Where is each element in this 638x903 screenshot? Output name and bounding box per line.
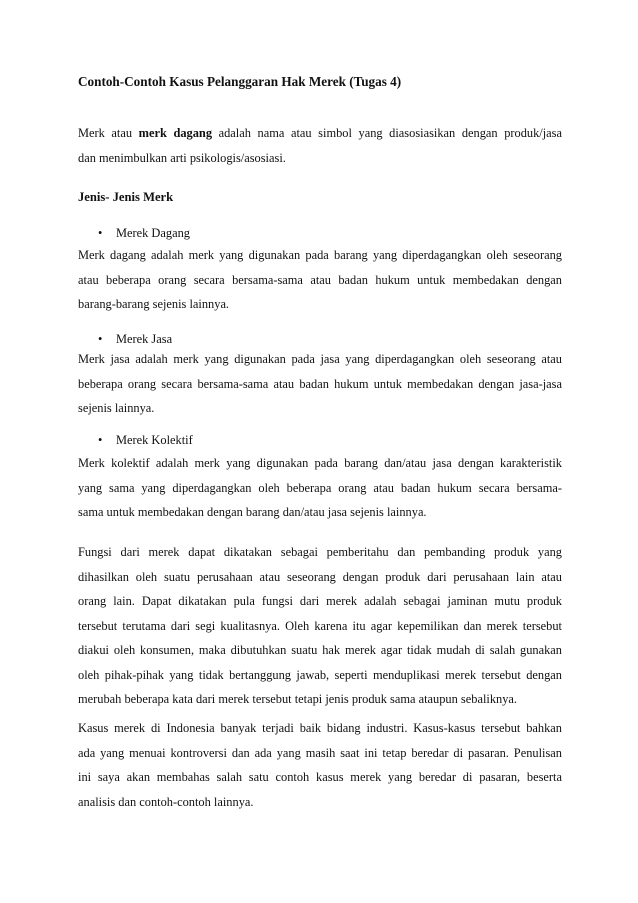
bullet-merek-dagang	[98, 226, 190, 241]
paragraph-line: diakui oleh konsumen, maka dibutuhkan suatu hak merek agar tidak mudah di salah gunakan	[78, 643, 562, 657]
jenis-heading: Jenis- Jenis Merk	[78, 190, 174, 204]
paragraph-line: tersebut terutama dari segi kualitasnya. Oleh karena itu agar kepemilikan dan merek tersebut	[78, 618, 562, 633]
bullet-label: Merek Dagang	[116, 226, 190, 240]
paragraph-line: oleh pihak-pihak yang tidak bertanggung jawab, seperti menduplikasi merek tersebut dengan	[78, 667, 562, 682]
document-title: Contoh-Contoh Kasus Pelanggaran Hak Merek (Tugas 4)	[78, 74, 402, 89]
merek-jasa-paragraph	[78, 347, 562, 421]
paragraph-line: Merk dagang adalah merk yang digunakan pada barang yang diperdagangkan oleh seseorang	[78, 248, 562, 262]
bullet-label: Merek Kolektif	[116, 433, 193, 447]
bullet-merek-kolektif	[98, 433, 193, 448]
paragraph-line: ada yang menuai kontroversi dan ada yang masih saat ini tetap beredar di pasaran. Penulisan	[78, 745, 562, 760]
paragraph-line: sejenis lainnya.	[78, 401, 155, 415]
kasus-paragraph	[78, 716, 562, 814]
bullet-label: Merek Jasa	[116, 332, 173, 346]
bullet-merek-jasa	[98, 332, 172, 347]
paragraph-line: merubah beberapa kata dari merek tersebut tetapi jenis produk sama ataupun sebaliknya.	[78, 692, 518, 706]
paragraph-line: Merk kolektif adalah merk yang digunakan pada barang dan/atau jasa dengan karakteristik	[78, 456, 562, 470]
paragraph-line: beberapa orang secara bersama-sama atau badan hukum untuk membedakan dengan jasa-jasa	[78, 376, 562, 391]
paragraph-line: Fungsi dari merek dapat dikatakan sebagai pemberitahu dan pembanding produk yang	[78, 545, 562, 559]
paragraph-line: Merk jasa adalah merk yang digunakan pada jasa yang diperdagangkan oleh seseorang atau	[78, 352, 562, 366]
paragraph-line: Kasus merek di Indonesia banyak terjadi baik bidang industri. Kasus-kasus tersebut bahkan	[78, 721, 562, 735]
paragraph-line: analisis dan contoh-contoh lainnya.	[78, 794, 254, 809]
paragraph-line: ini saya akan membahas salah satu contoh kasus merek yang beredar di pasaran, beserta	[78, 770, 562, 784]
paragraph-line: barang-barang sejenis lainnya.	[78, 297, 230, 311]
intro-line-1	[78, 121, 562, 146]
paragraph-line: yang sama yang diperdagangkan oleh beberapa orang atau badan hukum secara bersama-	[78, 480, 562, 495]
intro-paragraph	[78, 121, 562, 170]
paragraph-line: sama untuk membedakan dengan barang dan/atau jasa sejenis lainnya.	[78, 505, 427, 519]
bullet-dot-icon: •	[98, 226, 103, 240]
fungsi-paragraph	[78, 540, 562, 712]
bullet-dot-icon: •	[98, 433, 103, 447]
intro-line-1-rest: adalah nama atau simbol yang diasosiasikan dengan produk/jasa	[212, 126, 563, 140]
bullet-dot-icon: •	[98, 332, 103, 346]
paragraph-line: atau beberapa orang secara bersama-sama atau badan hukum untuk membedakan dengan	[78, 272, 562, 287]
intro-bold-term: merk dagang	[138, 126, 213, 140]
intro-prefix: Merk atau	[78, 126, 139, 140]
intro-line-2: dan menimbulkan arti psikologis/asosiasi.	[78, 150, 286, 165]
paragraph-line: dihasilkan oleh suatu perusahaan atau seseorang dengan produk dari perusahaan lain atau	[78, 569, 562, 584]
merek-dagang-paragraph	[78, 243, 562, 317]
merek-kolektif-paragraph	[78, 451, 562, 525]
paragraph-line: orang lain. Dapat dikatakan pula fungsi dari merek adalah sebagai jaminan mutu produk	[78, 594, 562, 608]
